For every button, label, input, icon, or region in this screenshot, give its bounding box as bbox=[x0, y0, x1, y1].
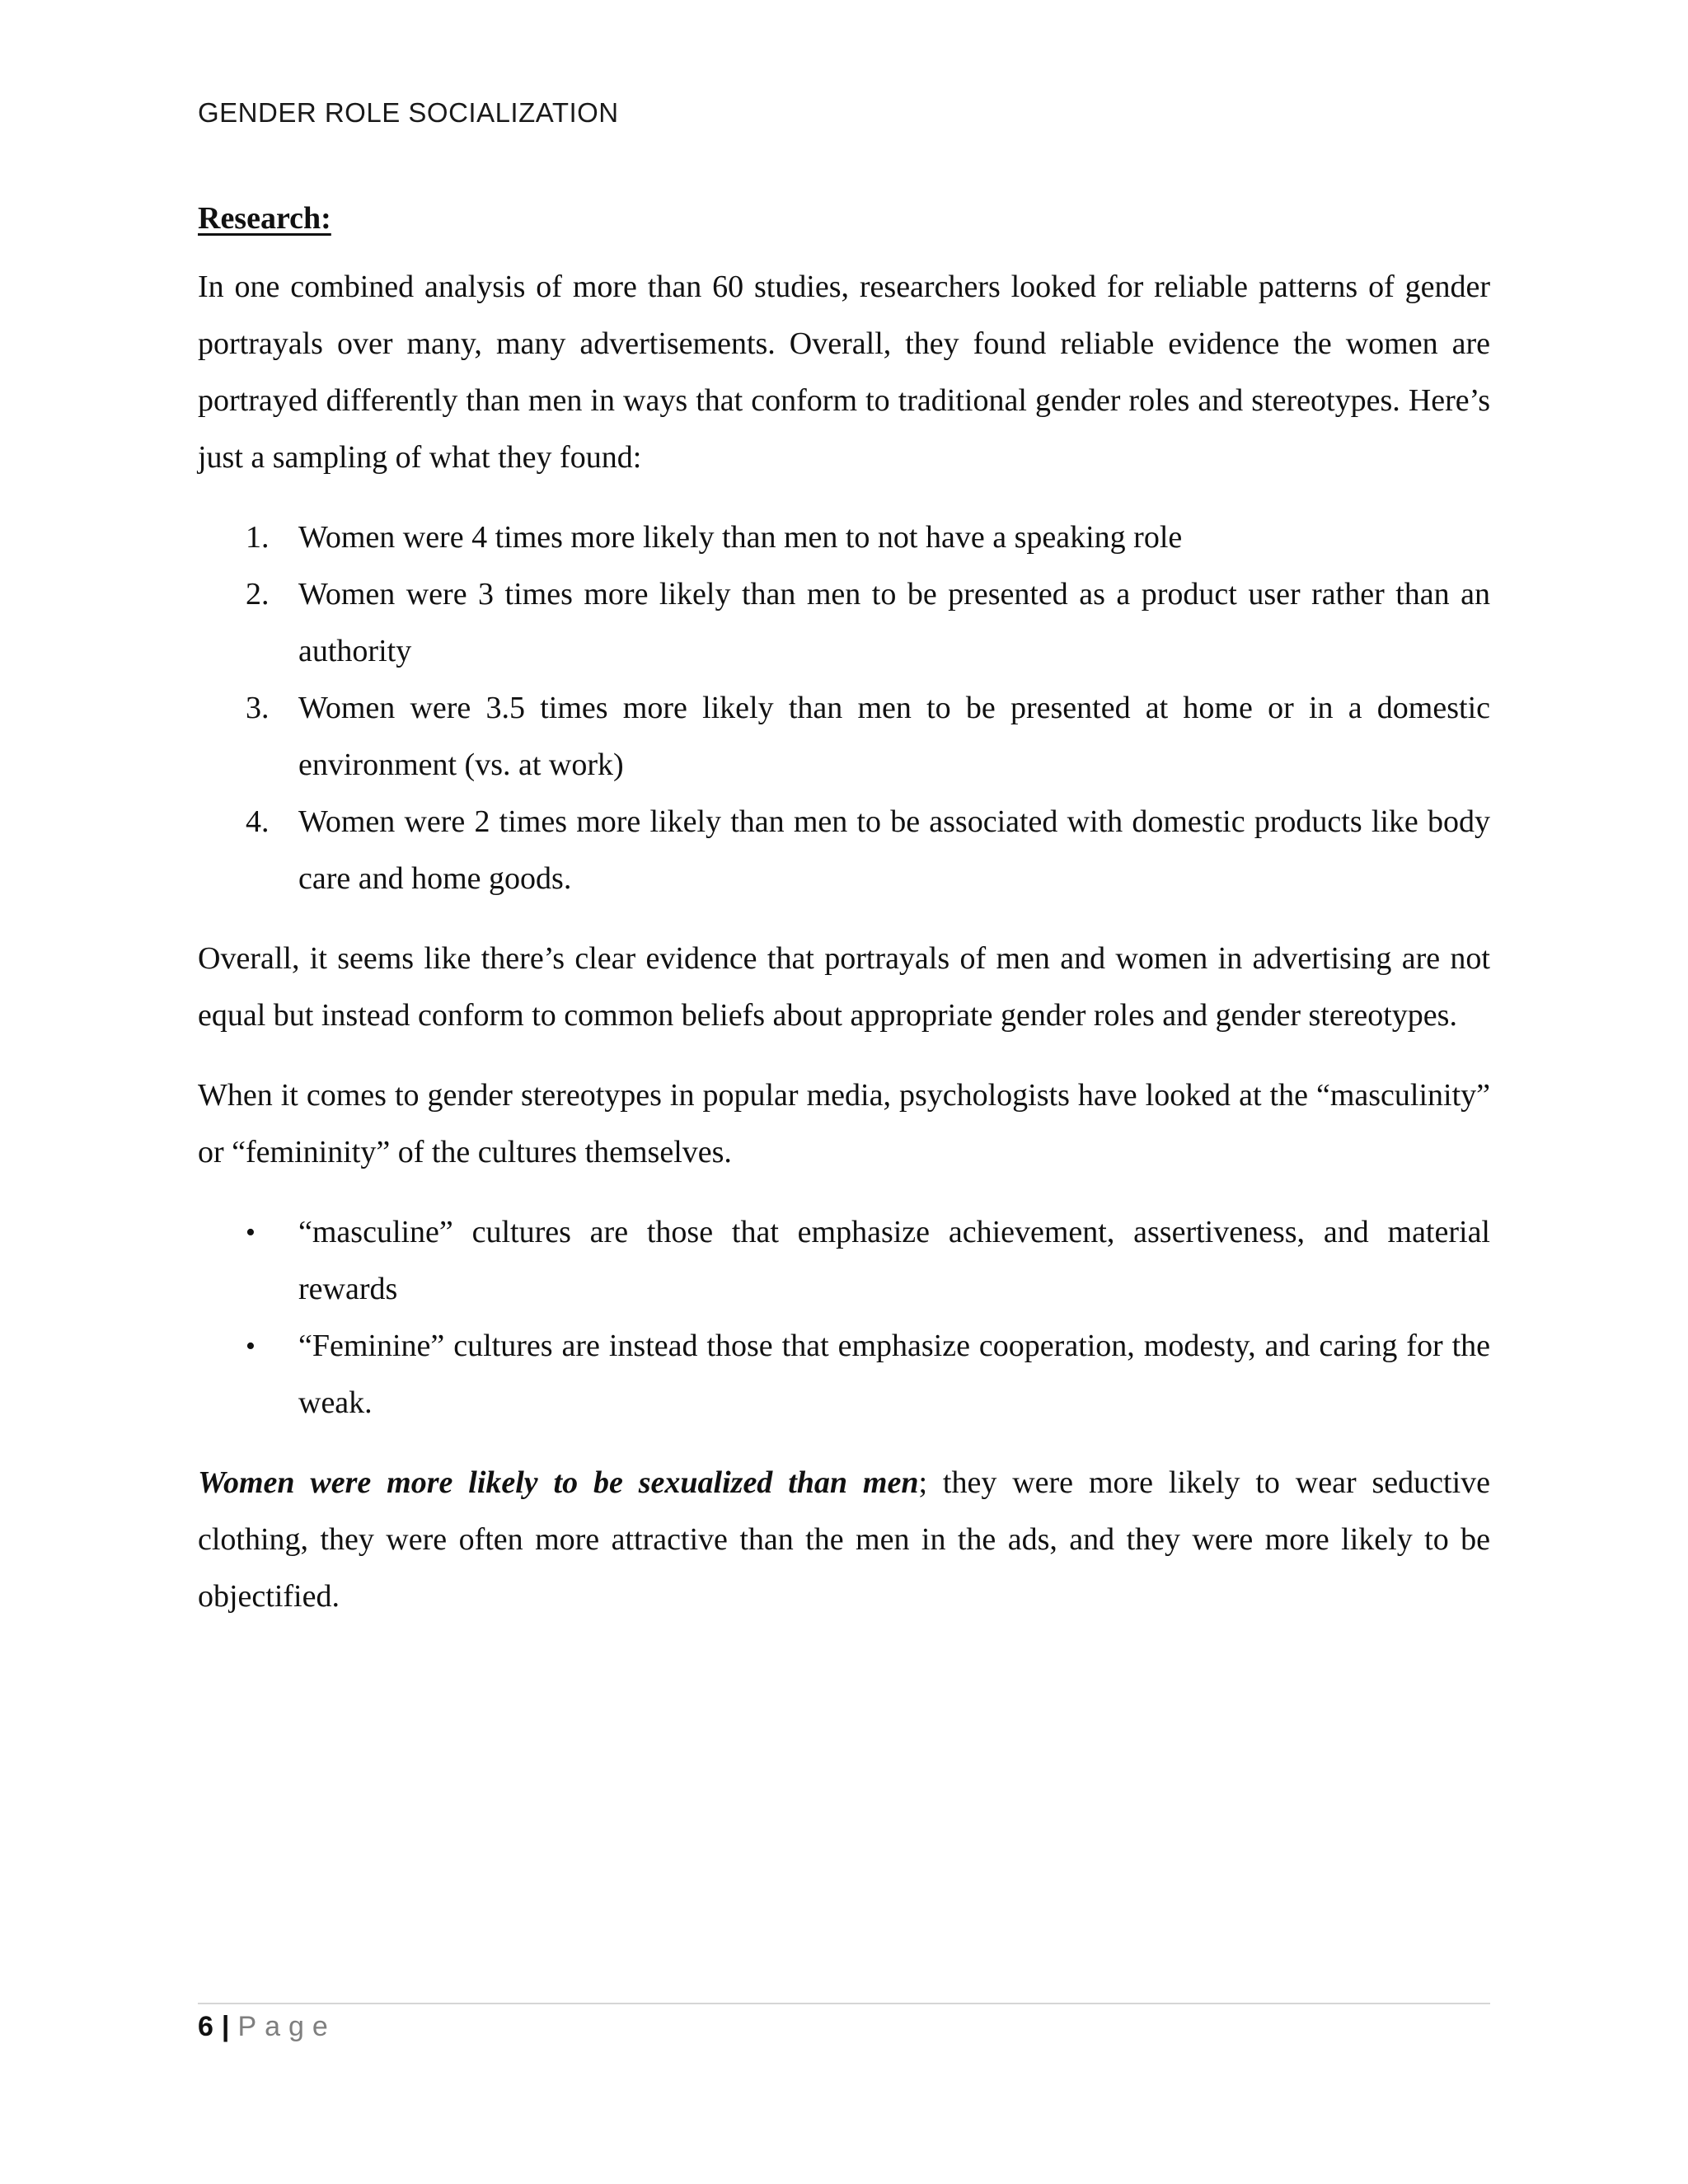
list-item-text: “masculine” cultures are those that emphasize achievement, assertiveness, and material rewards bbox=[298, 1215, 1490, 1306]
list-number: 3. bbox=[246, 691, 270, 725]
list-number: 1. bbox=[246, 520, 270, 555]
list-item-text: Women were 2 times more likely than men to be associated with domestic products like body care and home goods. bbox=[298, 804, 1490, 896]
running-header: GENDER ROLE SOCIALIZATION bbox=[198, 97, 619, 128]
list-item bbox=[198, 680, 1490, 794]
cultures-list bbox=[198, 1204, 1490, 1432]
list-item bbox=[198, 794, 1490, 907]
list-item bbox=[198, 1204, 1490, 1318]
document-body bbox=[198, 198, 1490, 1648]
summary-paragraph: Overall, it seems like there’s clear evidence that portrayals of men and women in advertising are not equal but instead conform to common beliefs about appropriate gender roles and gender stereotypes. bbox=[198, 941, 1490, 1033]
bullet-icon: • bbox=[246, 1331, 256, 1361]
list-item-text: Women were 4 times more likely than men to not have a speaking role bbox=[298, 520, 1183, 555]
intro-paragraph: In one combined analysis of more than 60 studies, researchers looked for reliable patterns of gender portrayals over many, many advertisements. Overall, they found reliable evidence the women are portrayed differently than men in ways that conform to traditional gender roles and stereotypes. Here’s just a sampling of what they found: bbox=[198, 269, 1490, 475]
page-label: Page bbox=[237, 2011, 336, 2042]
list-item-text: Women were 3 times more likely than men to be presented as a product user rather than an authority bbox=[298, 577, 1490, 668]
list-item bbox=[198, 1318, 1490, 1432]
cultures-intro-paragraph: When it comes to gender stereotypes in popular media, psychologists have looked at the “masculinity” or “femininity” of the cultures themselves. bbox=[198, 1078, 1490, 1169]
list-item bbox=[198, 509, 1490, 566]
list-item-text: Women were 3.5 times more likely than men to be presented at home or in a domestic environment (vs. at work) bbox=[298, 691, 1490, 782]
list-number: 4. bbox=[246, 804, 270, 839]
footer-separator: | bbox=[221, 2011, 230, 2042]
sexualization-rest: ; they were more likely to wear seductive clothing, they were often more attractive than the men in the ads, and they were more likely to be objectified. bbox=[198, 1465, 1490, 1614]
footer-divider bbox=[198, 2003, 1490, 2004]
bullet-icon: • bbox=[246, 1217, 256, 1248]
list-item-text: “Feminine” cultures are instead those that emphasize cooperation, modesty, and caring for the weak. bbox=[298, 1329, 1490, 1420]
sexualization-lead: Women were more likely to be sexualized than men bbox=[198, 1465, 919, 1500]
page-number: 6 bbox=[198, 2011, 213, 2042]
section-heading: Research: bbox=[198, 201, 331, 236]
findings-list bbox=[198, 509, 1490, 907]
page-footer bbox=[198, 2011, 336, 2043]
list-item bbox=[198, 566, 1490, 680]
sexualization-paragraph bbox=[198, 1455, 1490, 1625]
list-number: 2. bbox=[246, 577, 270, 612]
